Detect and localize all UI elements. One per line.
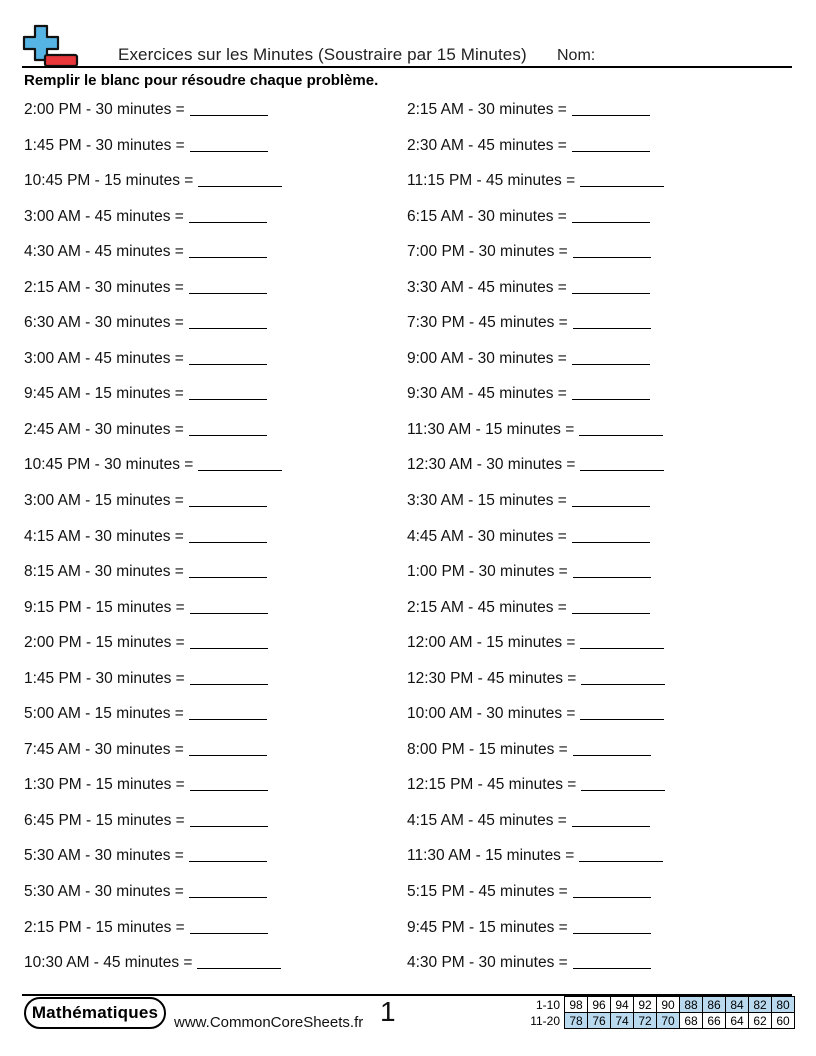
problem-text: 3:00 AM - 45 minutes = bbox=[24, 207, 184, 225]
answer-blank[interactable] bbox=[572, 114, 650, 116]
problem-item bbox=[24, 314, 267, 332]
problem-row bbox=[24, 732, 794, 768]
answer-blank[interactable] bbox=[189, 256, 267, 258]
problem-row bbox=[24, 163, 794, 199]
answer-blank[interactable] bbox=[190, 150, 268, 152]
answer-blank[interactable] bbox=[190, 789, 268, 791]
answer-blank[interactable] bbox=[573, 967, 651, 969]
problem-row bbox=[24, 128, 794, 164]
problem-text: 8:00 PM - 15 minutes = bbox=[407, 740, 568, 758]
answer-blank[interactable] bbox=[190, 932, 268, 934]
score-key-cell: 76 bbox=[588, 1013, 611, 1029]
problem-text: 1:00 PM - 30 minutes = bbox=[407, 563, 568, 581]
problem-row bbox=[24, 92, 794, 128]
answer-blank[interactable] bbox=[572, 221, 650, 223]
problem-text: 7:45 AM - 30 minutes = bbox=[24, 740, 184, 758]
score-key-label: 1-10 bbox=[535, 997, 560, 1012]
problem-item bbox=[407, 599, 650, 617]
answer-blank[interactable] bbox=[190, 647, 268, 649]
problem-text: 4:45 AM - 30 minutes = bbox=[407, 527, 567, 545]
score-key-cell: 64 bbox=[726, 1013, 749, 1029]
problem-item bbox=[407, 919, 651, 937]
score-key-cell: 66 bbox=[703, 1013, 726, 1029]
problem-item bbox=[407, 243, 651, 261]
answer-blank[interactable] bbox=[572, 150, 650, 152]
answer-blank[interactable] bbox=[190, 825, 268, 827]
answer-blank[interactable] bbox=[572, 612, 650, 614]
problem-row bbox=[24, 376, 794, 412]
problem-text: 2:15 PM - 15 minutes = bbox=[24, 918, 185, 936]
answer-blank[interactable] bbox=[579, 860, 663, 862]
problem-item bbox=[24, 883, 267, 901]
problem-row bbox=[24, 696, 794, 732]
problem-text: 5:00 AM - 15 minutes = bbox=[24, 705, 184, 723]
problem-text: 7:00 PM - 30 minutes = bbox=[407, 243, 568, 261]
problem-text: 11:15 PM - 45 minutes = bbox=[407, 172, 576, 190]
problem-text: 12:00 AM - 15 minutes = bbox=[407, 634, 576, 652]
problem-text: 2:00 PM - 30 minutes = bbox=[24, 101, 185, 118]
problem-text: 2:45 AM - 30 minutes = bbox=[24, 420, 184, 438]
problem-row bbox=[24, 234, 794, 270]
problem-item bbox=[24, 670, 268, 688]
answer-blank[interactable] bbox=[189, 576, 267, 578]
problem-item bbox=[24, 492, 267, 510]
problem-row bbox=[24, 341, 794, 377]
answer-blank[interactable] bbox=[189, 398, 267, 400]
problem-item bbox=[407, 528, 650, 546]
problem-row bbox=[24, 270, 794, 306]
problem-item bbox=[24, 385, 267, 403]
score-key-cell: 80 bbox=[772, 997, 795, 1013]
problem-text: 10:45 PM - 30 minutes = bbox=[24, 456, 194, 474]
score-key-cell: 60 bbox=[772, 1013, 795, 1029]
problem-item bbox=[24, 528, 267, 546]
problem-row bbox=[24, 767, 794, 803]
answer-blank[interactable] bbox=[189, 292, 267, 294]
problem-text: 3:30 AM - 15 minutes = bbox=[407, 492, 567, 510]
problem-row bbox=[24, 447, 794, 483]
problem-row bbox=[24, 838, 794, 874]
answer-blank[interactable] bbox=[572, 363, 650, 365]
problem-text: 2:15 AM - 30 minutes = bbox=[24, 278, 184, 296]
score-key-cell: 86 bbox=[703, 997, 726, 1013]
problem-text: 4:30 PM - 30 minutes = bbox=[407, 954, 568, 972]
answer-blank[interactable] bbox=[189, 434, 267, 436]
answer-blank[interactable] bbox=[573, 256, 651, 258]
problem-text: 8:15 AM - 30 minutes = bbox=[24, 563, 184, 581]
problem-item bbox=[407, 279, 650, 297]
problem-row bbox=[24, 590, 794, 626]
problem-text: 11:30 AM - 15 minutes = bbox=[407, 420, 575, 438]
problem-row bbox=[24, 412, 794, 448]
problem-row bbox=[24, 519, 794, 555]
name-label: Nom: bbox=[557, 47, 596, 64]
answer-blank[interactable] bbox=[573, 896, 651, 898]
problem-item bbox=[24, 741, 267, 759]
score-key-cell: 94 bbox=[611, 997, 634, 1013]
problem-list bbox=[24, 92, 794, 981]
score-key-cell: 62 bbox=[749, 1013, 772, 1029]
score-key-cell: 98 bbox=[565, 997, 588, 1013]
problem-item bbox=[407, 563, 651, 581]
problem-item bbox=[407, 314, 651, 332]
answer-blank[interactable] bbox=[190, 683, 268, 685]
problem-item bbox=[24, 847, 267, 865]
problem-row bbox=[24, 554, 794, 590]
problem-text: 9:15 PM - 15 minutes = bbox=[24, 598, 185, 616]
problem-row bbox=[24, 483, 794, 519]
answer-blank[interactable] bbox=[580, 469, 664, 471]
problem-item bbox=[407, 741, 651, 759]
problem-text: 12:30 AM - 30 minutes = bbox=[407, 456, 576, 474]
problem-text: 10:00 AM - 30 minutes = bbox=[407, 705, 576, 723]
problem-item bbox=[24, 599, 268, 617]
problem-row bbox=[24, 625, 794, 661]
problem-text: 3:00 AM - 45 minutes = bbox=[24, 349, 184, 367]
problem-item bbox=[24, 563, 267, 581]
problem-item bbox=[24, 634, 268, 652]
worksheet-title: Exercices sur les Minutes (Soustraire par 15 Minutes) bbox=[118, 45, 527, 64]
answer-blank[interactable] bbox=[198, 185, 282, 187]
problem-item bbox=[24, 243, 267, 261]
problem-item bbox=[24, 101, 268, 119]
score-key-cell: 84 bbox=[726, 997, 749, 1013]
problem-text: 5:30 AM - 30 minutes = bbox=[24, 883, 184, 901]
answer-blank[interactable] bbox=[189, 327, 267, 329]
problem-text: 4:15 AM - 45 minutes = bbox=[407, 811, 567, 829]
problem-text: 4:15 AM - 30 minutes = bbox=[24, 527, 184, 545]
problem-text: 1:45 PM - 30 minutes = bbox=[24, 669, 185, 687]
problem-item bbox=[407, 883, 651, 901]
answer-blank[interactable] bbox=[189, 221, 267, 223]
problem-item bbox=[24, 812, 268, 830]
problem-text: 7:30 PM - 45 minutes = bbox=[407, 314, 568, 332]
answer-blank[interactable] bbox=[572, 541, 650, 543]
answer-blank[interactable] bbox=[198, 469, 282, 471]
problem-item bbox=[24, 776, 268, 794]
answer-blank[interactable] bbox=[572, 292, 650, 294]
problem-item bbox=[407, 670, 665, 688]
score-key-cell: 72 bbox=[634, 1013, 657, 1029]
score-key-cell: 74 bbox=[611, 1013, 634, 1029]
plus-minus-logo-icon bbox=[22, 24, 80, 68]
answer-blank[interactable] bbox=[572, 398, 650, 400]
website-link[interactable]: www.CommonCoreSheets.fr bbox=[174, 1014, 364, 1031]
problem-item bbox=[407, 172, 664, 190]
score-key-cell: 78 bbox=[565, 1013, 588, 1029]
answer-blank[interactable] bbox=[189, 860, 267, 862]
problem-item bbox=[407, 101, 650, 119]
problem-row bbox=[24, 305, 794, 341]
problem-item bbox=[407, 456, 664, 474]
problem-text: 5:15 PM - 45 minutes = bbox=[407, 883, 568, 901]
problem-text: 9:00 AM - 30 minutes = bbox=[407, 349, 567, 367]
problem-text: 12:30 PM - 45 minutes = bbox=[407, 669, 577, 687]
problem-item bbox=[407, 954, 651, 972]
problem-item bbox=[407, 350, 650, 368]
problem-item bbox=[407, 847, 663, 865]
problem-item bbox=[407, 385, 650, 403]
answer-blank[interactable] bbox=[189, 505, 267, 507]
problem-text: 2:30 AM - 45 minutes = bbox=[407, 136, 567, 154]
problem-text: 10:45 PM - 15 minutes = bbox=[24, 172, 194, 190]
problem-text: 6:15 AM - 30 minutes = bbox=[407, 207, 567, 225]
answer-blank[interactable] bbox=[581, 789, 665, 791]
answer-blank[interactable] bbox=[189, 718, 267, 720]
score-key-cell: 90 bbox=[657, 997, 680, 1013]
problem-row bbox=[24, 661, 794, 697]
problem-text: 2:15 AM - 30 minutes = bbox=[407, 101, 567, 118]
problem-item bbox=[407, 812, 650, 830]
problem-row bbox=[24, 874, 794, 910]
answer-blank[interactable] bbox=[573, 932, 651, 934]
problem-text: 5:30 AM - 30 minutes = bbox=[24, 847, 184, 865]
problem-item bbox=[24, 137, 268, 155]
answer-blank[interactable] bbox=[189, 896, 267, 898]
score-key-table bbox=[528, 996, 795, 1029]
answer-blank[interactable] bbox=[573, 327, 651, 329]
answer-blank[interactable] bbox=[579, 434, 663, 436]
problem-text: 1:30 PM - 15 minutes = bbox=[24, 776, 185, 794]
answer-blank[interactable] bbox=[189, 754, 267, 756]
problem-text: 2:15 AM - 45 minutes = bbox=[407, 598, 567, 616]
problem-text: 1:45 PM - 30 minutes = bbox=[24, 136, 185, 154]
problem-text: 9:45 PM - 15 minutes = bbox=[407, 918, 568, 936]
problem-item bbox=[24, 172, 282, 190]
problem-item bbox=[407, 492, 650, 510]
problem-item bbox=[24, 350, 267, 368]
problem-item bbox=[24, 919, 268, 937]
problem-text: 6:45 PM - 15 minutes = bbox=[24, 811, 185, 829]
problem-text: 9:30 AM - 45 minutes = bbox=[407, 385, 567, 403]
problem-item bbox=[407, 776, 665, 794]
problem-item bbox=[407, 421, 663, 439]
answer-blank[interactable] bbox=[580, 185, 664, 187]
answer-blank[interactable] bbox=[189, 363, 267, 365]
problem-item bbox=[407, 634, 664, 652]
answer-blank[interactable] bbox=[573, 754, 651, 756]
problem-item bbox=[24, 208, 267, 226]
header-divider bbox=[22, 66, 792, 68]
problem-text: 11:30 AM - 15 minutes = bbox=[407, 847, 575, 865]
answer-blank[interactable] bbox=[197, 967, 281, 969]
problem-row bbox=[24, 945, 794, 981]
problem-text: 3:00 AM - 15 minutes = bbox=[24, 492, 184, 510]
problem-row bbox=[24, 910, 794, 946]
score-key-row bbox=[528, 997, 795, 1013]
problem-text: 12:15 PM - 45 minutes = bbox=[407, 776, 577, 794]
answer-blank[interactable] bbox=[573, 576, 651, 578]
score-key-cell: 88 bbox=[680, 997, 703, 1013]
score-key-cell: 70 bbox=[657, 1013, 680, 1029]
problem-text: 9:45 AM - 15 minutes = bbox=[24, 385, 184, 403]
answer-blank[interactable] bbox=[580, 718, 664, 720]
problem-item bbox=[24, 954, 281, 972]
problem-text: 2:00 PM - 15 minutes = bbox=[24, 634, 185, 652]
problem-text: 4:30 AM - 45 minutes = bbox=[24, 243, 184, 261]
score-key-cell: 92 bbox=[634, 997, 657, 1013]
problem-row bbox=[24, 199, 794, 235]
problem-text: 3:30 AM - 45 minutes = bbox=[407, 278, 567, 296]
problem-item bbox=[24, 279, 267, 297]
problem-item bbox=[24, 456, 282, 474]
problem-item bbox=[407, 705, 664, 723]
score-key-cell: 82 bbox=[749, 997, 772, 1013]
answer-blank[interactable] bbox=[189, 541, 267, 543]
problem-item bbox=[24, 705, 267, 723]
subject-badge: Mathématiques bbox=[24, 997, 166, 1029]
problem-text: 10:30 AM - 45 minutes = bbox=[24, 954, 193, 972]
score-key-cell: 68 bbox=[680, 1013, 703, 1029]
answer-blank[interactable] bbox=[190, 114, 268, 116]
problem-item bbox=[407, 137, 650, 155]
answer-blank[interactable] bbox=[572, 505, 650, 507]
problem-item bbox=[24, 421, 267, 439]
problem-text: 6:30 AM - 30 minutes = bbox=[24, 314, 184, 332]
page-number: 1 bbox=[380, 996, 396, 1027]
answer-blank[interactable] bbox=[572, 825, 650, 827]
problem-row bbox=[24, 803, 794, 839]
problem-item bbox=[407, 208, 650, 226]
answer-blank[interactable] bbox=[581, 683, 665, 685]
score-key-row bbox=[528, 1013, 795, 1029]
answer-blank[interactable] bbox=[580, 647, 664, 649]
instructions-text: Remplir le blanc pour résoudre chaque problème. bbox=[24, 72, 379, 89]
score-key-label: 11-20 bbox=[530, 1013, 560, 1028]
score-key-cell: 96 bbox=[588, 997, 611, 1013]
answer-blank[interactable] bbox=[190, 612, 268, 614]
